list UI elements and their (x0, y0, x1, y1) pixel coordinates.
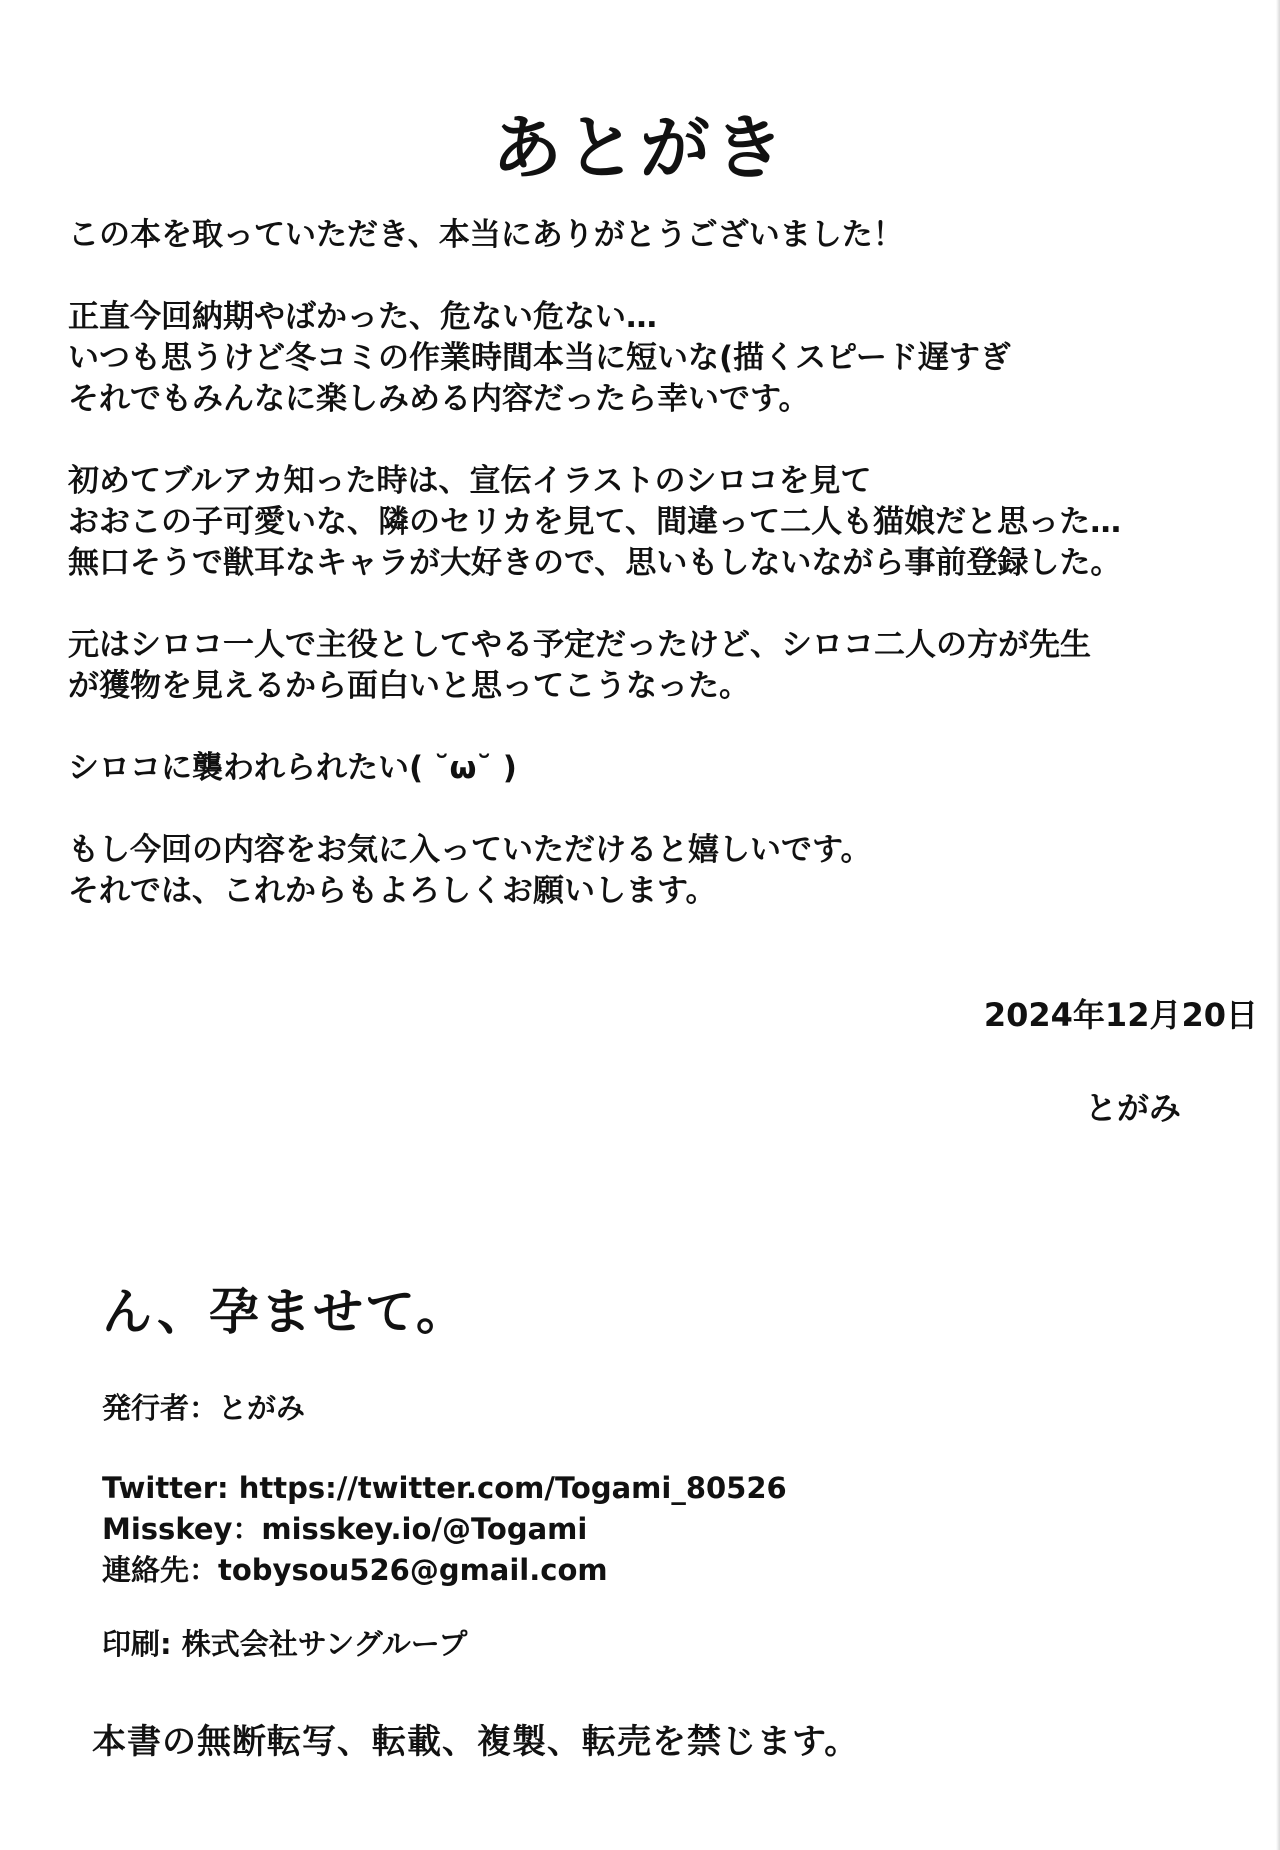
afterword-line: それでもみんなに楽しみめる内容だったら幸いです。 (68, 381, 810, 417)
afterword-body (68, 215, 1248, 953)
contact-block (102, 1468, 1252, 1591)
afterword-paragraph (68, 830, 1248, 912)
scan-edge-shadow (1276, 0, 1280, 1850)
afterword-line: いつも思うけど冬コミの作業時間本当に短いな(描くスピード遅すぎ (68, 340, 1011, 376)
printer-line: 印刷: 株式会社サングループ (102, 1627, 468, 1661)
afterword-line: もし今回の内容をお気に入っていただけると嬉しいです。 (68, 832, 872, 868)
afterword-date: 2024年12月20日 (983, 996, 1258, 1034)
page-title: あとがき (492, 107, 788, 189)
afterword-line: それでは、これからもよろしくお願いします。 (68, 873, 717, 909)
afterword-line: 無口そうで獣耳なキャラが大好きので、思いもしないながら事前登録した。 (68, 545, 1122, 581)
afterword-paragraph (68, 297, 1248, 420)
afterword-line: おおこの子可愛いな、隣のセリカを見て、間違って二人も猫娘だと思った… (68, 504, 1122, 540)
author-signature: とがみ (1085, 1089, 1182, 1127)
afterword-paragraph (68, 461, 1248, 584)
afterword-line: 正直今回納期やばかった、危ない危ない… (68, 299, 657, 335)
book-title: ん、孕ませて。 (102, 1283, 468, 1341)
afterword-paragraph (68, 215, 1248, 256)
colophon (102, 1280, 1252, 1664)
afterword-paragraph (68, 625, 1248, 707)
copyright-notice: 本書の無断転写、転載、複製、転売を禁じます。 (92, 1722, 860, 1762)
afterword-line: この本を取っていただき、本当にありがとうございました！ (68, 217, 904, 253)
afterword-line: が獲物を見えるから面白いと思ってこうなった。 (68, 668, 750, 704)
publisher-line: 発行者：とがみ (102, 1391, 306, 1425)
afterword-line: 元はシロコ一人で主役としてやる予定だったけど、シロコ二人の方が先生 (68, 627, 1091, 663)
afterword-paragraph (68, 748, 1248, 789)
afterword-line: シロコに襲われられたい( ˘ω˘ ) (68, 750, 517, 786)
twitter-link: Twitter: https://twitter.com/Togami_80526 (102, 1471, 787, 1505)
contact-email: 連絡先：tobysou526@gmail.com (102, 1553, 608, 1587)
misskey-link: Misskey：misskey.io/@Togami (102, 1512, 588, 1546)
afterword-line: 初めてブルアカ知った時は、宣伝イラストのシロコを見て (68, 463, 872, 499)
